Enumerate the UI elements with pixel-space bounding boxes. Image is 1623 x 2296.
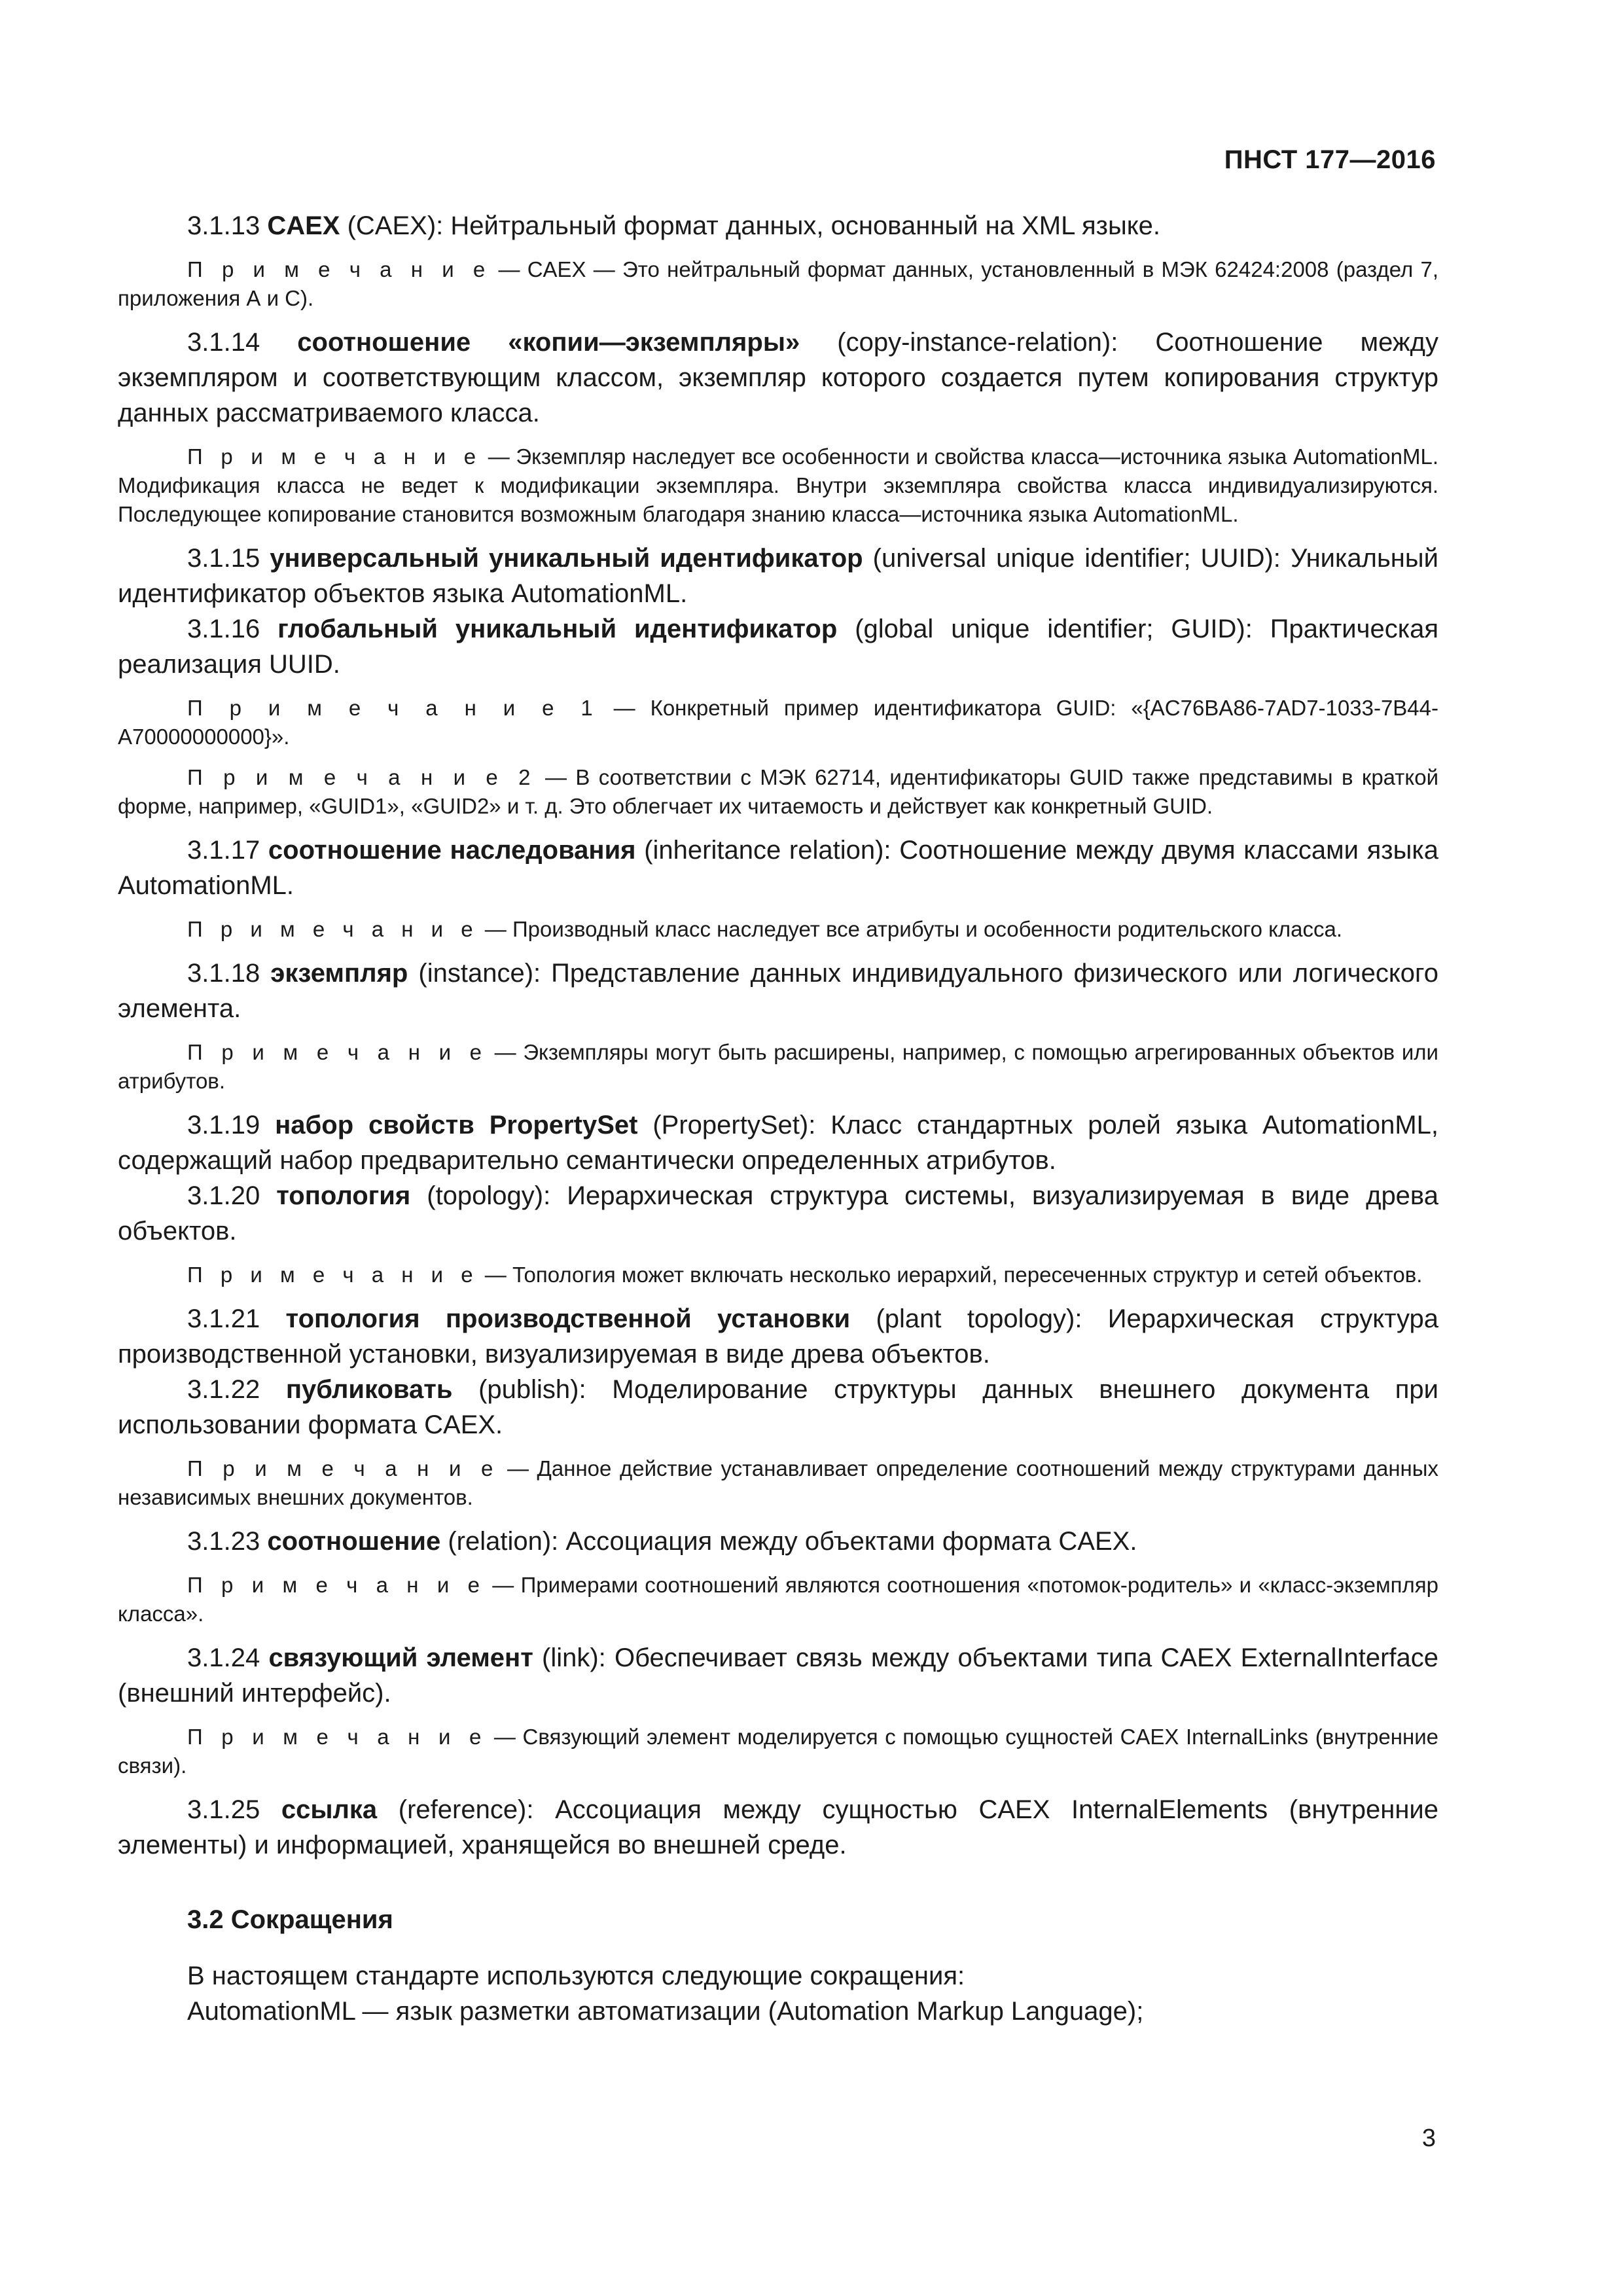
term-entry (118, 1178, 1438, 1249)
note-label: П р и м е ч а н и е (187, 1456, 499, 1480)
term-name: топология (276, 1181, 411, 1210)
note-text: — Экземпляр наследует все особенности и свойства класса—источника языка AutomationML. Модификация класса не ведет к модификации экземпляра. Внутри экземпляра свойства класса индивидуализируются. Последующее копирование становится возможным благодаря знанию класса—источника языка AutomationML. (118, 444, 1438, 526)
term-entry (118, 541, 1438, 611)
term-entry (118, 1524, 1438, 1559)
term-name: соотношение наследования (268, 836, 636, 865)
term-definition: (copy-instance-relation): Соотношение между экземпляром и соответствующим классом, экземпляр которого создается путем копирования структур данных рассматриваемого класса. (118, 328, 1438, 427)
note (118, 1038, 1438, 1096)
note (118, 1261, 1438, 1289)
section-intro: В настоящем стандарте используются следующие сокращения: (187, 1962, 965, 1990)
term-name: топология производственной установки (285, 1304, 851, 1333)
term-entry (118, 833, 1438, 903)
note-label: П р и м е ч а н и е (187, 917, 479, 941)
term-entry (118, 611, 1438, 682)
note-label: П р и м е ч а н и е (187, 444, 482, 469)
note-text: — Связующий элемент моделируется с помощью сущностей CAEX InternalLinks (внутренние связи). (118, 1725, 1439, 1778)
term-name: соотношение (267, 1527, 441, 1556)
note-label: П р и м е ч а н и е (187, 1725, 488, 1749)
term-number: 3.1.25 (187, 1795, 260, 1824)
term-number: 3.1.14 (187, 328, 260, 357)
term-definition: (publish): Моделирование структуры данных внешнего документа при использовании формата CAEX. (118, 1375, 1438, 1439)
term-definition: (topology): Иерархическая структура системы, визуализируемая в виде древа объектов. (118, 1181, 1438, 1246)
section-title: 3.2 Сокращения (187, 1905, 393, 1934)
term-number: 3.1.23 (187, 1527, 260, 1556)
document-id-header: ПНСТ 177—2016 (1224, 145, 1436, 174)
note-text: — Экземпляры могут быть расширены, например, с помощью агрегированных объектов или атрибутов. (118, 1040, 1438, 1093)
note (118, 255, 1438, 313)
note-text: — Конкретный пример идентификатора GUID: «{AC76BA86-7AD7-1033-7B44-A70000000000}». (118, 696, 1439, 749)
note-label: П р и м е ч а н и е 1 (187, 696, 599, 720)
term-name: ссылка (281, 1795, 378, 1824)
abbreviation-entry: AutomationML — язык разметки автоматизации (Automation Markup Language); (187, 1997, 1144, 2026)
term-number: 3.1.24 (187, 1643, 260, 1672)
term-name: CAEX (267, 211, 340, 240)
term-entry (118, 1640, 1438, 1711)
note (118, 1723, 1438, 1780)
term-definition: (reference): Ассоциация между сущностью CAEX InternalElements (внутренние элементы) и информацией, хранящейся во внешней среде. (118, 1795, 1438, 1859)
note-text: — В соответствии с МЭК 62714, идентификаторы GUID также представимы в краткой форме, например, «GUID1», «GUID2» и т. д. Это облегчает их читаемость и действует как конкретный GUID. (118, 765, 1439, 818)
term-name: глобальный уникальный идентификатор (277, 615, 838, 643)
term-definition: (instance): Представление данных индивидуального физического или логического элемента. (118, 959, 1438, 1023)
term-definition: (global unique identifier; GUID): Практическая реализация UUID. (118, 615, 1438, 679)
note-text: — Топология может включать несколько иерархий, пересеченных структур и сетей объектов. (478, 1263, 1423, 1287)
term-definition: (plant topology): Иерархическая структура производственной установки, визуализируемая в виде древа объектов. (118, 1304, 1438, 1369)
note-text: — Примерами соотношений являются соотношения «потомок-родитель» и «класс-экземпляр класса». (118, 1573, 1438, 1626)
term-number: 3.1.13 (187, 211, 260, 240)
term-entry (118, 956, 1438, 1026)
note (118, 763, 1438, 821)
term-entry (118, 325, 1438, 431)
term-number: 3.1.18 (187, 959, 260, 988)
term-number: 3.1.17 (187, 836, 260, 865)
term-entry (118, 1792, 1438, 1863)
term-number: 3.1.15 (187, 544, 260, 573)
page-number: 3 (1421, 2125, 1436, 2152)
term-number: 3.1.19 (187, 1111, 260, 1139)
note (118, 1454, 1438, 1512)
note (118, 915, 1438, 944)
term-number: 3.1.21 (187, 1304, 260, 1333)
term-definition: (relation): Ассоциация между объектами формата CAEX. (440, 1527, 1137, 1556)
term-entry (118, 1372, 1438, 1443)
term-number: 3.1.22 (187, 1375, 260, 1404)
term-name: связующий элемент (268, 1643, 533, 1672)
note-label: П р и м е ч а н и е (187, 1040, 488, 1064)
note-label: П р и м е ч а н и е (187, 1263, 479, 1287)
note-text: — CAEX — Это нейтральный формат данных, установленный в МЭК 62424:2008 (раздел 7, приложения А и С). (118, 257, 1438, 310)
page-content (118, 208, 1438, 2029)
term-number: 3.1.20 (187, 1181, 260, 1210)
term-definition: (inheritance relation): Соотношение между двумя классами языка AutomationML. (118, 836, 1438, 900)
term-name: универсальный уникальный идентификатор (270, 544, 863, 573)
note (118, 442, 1438, 529)
term-definition: (PropertySet): Класс стандартных ролей языка AutomationML, содержащий набор предварительно семантически определенных атрибутов. (118, 1111, 1439, 1175)
note (118, 694, 1438, 751)
terms-list (118, 208, 1438, 1863)
note-text: — Производный класс наследует все атрибуты и особенности родительского класса. (478, 917, 1343, 941)
term-entry (118, 1301, 1438, 1372)
note-label: П р и м е ч а н и е 2 (187, 765, 537, 789)
note-text: — Данное действие устанавливает определение соотношений между структурами данных независимых внешних документов. (118, 1456, 1439, 1509)
note-label: П р и м е ч а н и е (187, 257, 491, 281)
term-name: соотношение «копии—экземпляры» (297, 328, 800, 357)
term-definition: (CAEX): Нейтральный формат данных, основанный на XML языке. (340, 211, 1160, 240)
term-entry (118, 1107, 1438, 1178)
term-name: экземпляр (270, 959, 408, 988)
term-number: 3.1.16 (187, 615, 260, 643)
note (118, 1571, 1438, 1628)
term-name: публиковать (285, 1375, 453, 1404)
note-label: П р и м е ч а н и е (187, 1573, 486, 1597)
term-name: набор свойств PropertySet (275, 1111, 638, 1139)
term-definition: (universal unique identifier; UUID): Уникальный идентификатор объектов языка AutomationML. (118, 544, 1438, 608)
term-definition: (link): Обеспечивает связь между объектами типа CAEX ExternalInterface (внешний интерфейс). (118, 1643, 1438, 1708)
term-entry (118, 208, 1438, 243)
